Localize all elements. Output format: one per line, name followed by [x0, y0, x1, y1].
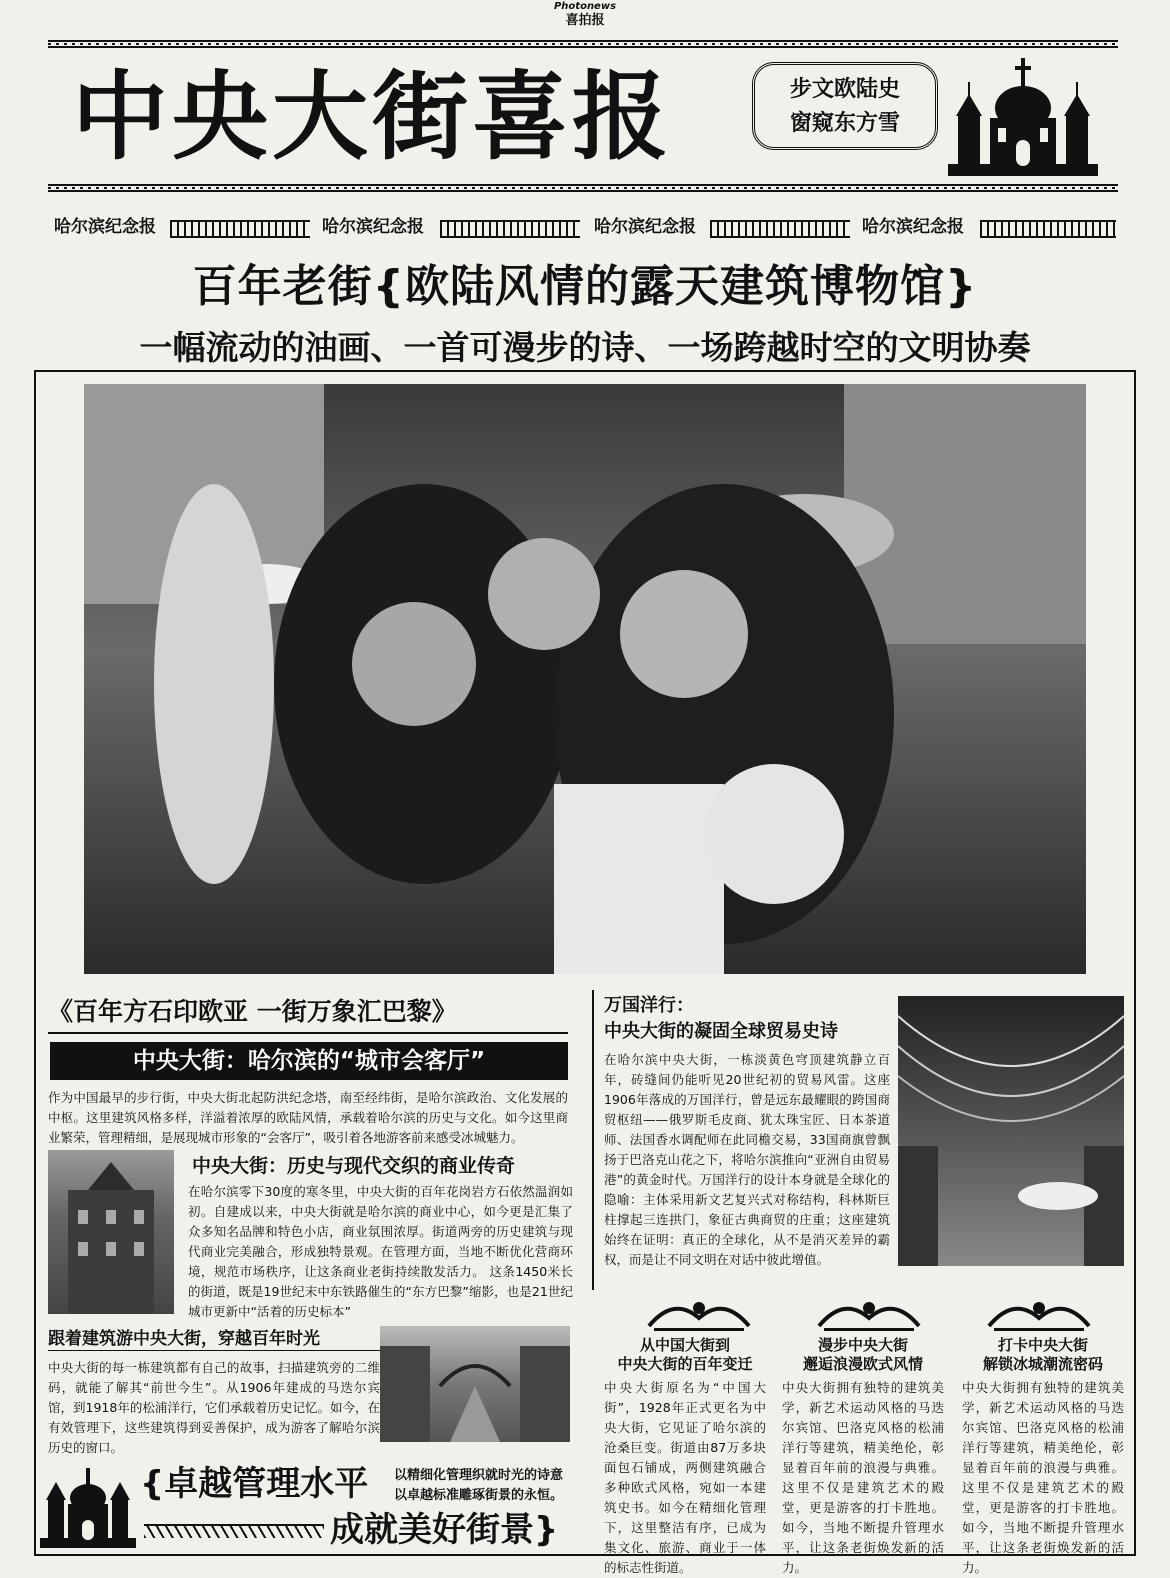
- col-2-title-1: 漫步中央大街: [817, 1336, 908, 1354]
- main-photo: [84, 384, 1086, 974]
- footer-big-2: 成就美好街景}: [330, 1510, 559, 1550]
- right-title-1: 万国洋行：: [604, 995, 694, 1016]
- headline: 百年老街{欧陆风情的露天建筑博物馆}: [192, 261, 978, 312]
- masthead-bottom-rule: [48, 184, 1118, 192]
- col-3-head: [962, 1336, 1124, 1374]
- masthead-title: 中央大街喜报: [72, 61, 672, 173]
- col-2-body: 中央大街拥有独特的建筑美学，新艺术运动风格的马迭尔宾馆、巴洛克风格的松浦洋行等建筑，精美绝伦，彰显着百年前的浪漫与典雅。这里不仅是建筑艺术的殿堂，更是游客的打卡胜地。如今，当地不断提升管理水平，让这条老街焕发新的活力。: [782, 1380, 944, 1575]
- left-building-photo: [48, 1150, 174, 1314]
- left-sub-body: 在哈尔滨零下30度的寒冬里，中央大街的百年花岗岩方石依然温润如初。自建成以来，中央大街就是哈尔滨的商业中心，如今更是汇集了众多知名品牌和特色小店，商业氛围浓厚。街道两旁的历史建筑与现代商业完美融合，形成独特景观。在管理方面，当地不断优化营商环境，规范市场秩序，让这条商业老街持续散发活力。 这条1450米长的街道，既是19世纪末中东铁路催生的“东方巴黎”缩影，也是21世纪城市更新中“活着的历史标本”: [188, 1184, 573, 1319]
- top-ornament-rule: [48, 40, 1118, 48]
- tag-ornament: [710, 220, 850, 238]
- footer-small-2: 以卓越标准雕琢街景的永恒。: [394, 1488, 564, 1503]
- column-divider: [592, 990, 594, 1290]
- tag-ornament: [440, 220, 580, 238]
- col-1-body: 中央大街原名为“中国大街”，1928年正式更名为中央大街，它见证了哈尔滨的沧桑巨变。街道由87万多块面包石铺成，两侧建筑融合多种欧式风格，宛如一本建筑史书。如今在精细化管理下，这里整洁有序，已成为集文化、旅游、商业于一体的标志性街道。: [604, 1380, 766, 1575]
- masthead-badge: [752, 62, 938, 150]
- col-1-head: [604, 1336, 766, 1374]
- crest-ornament-icon: [984, 1296, 1094, 1336]
- subhead: 一幅流动的油画、一首可漫步的诗、一场跨越时空的文明协奏: [139, 328, 1031, 367]
- brand-logo: [540, 0, 630, 28]
- col-3-body: 中央大街拥有独特的建筑美学，新艺术运动风格的马迭尔宾馆、巴洛克风格的松浦洋行等建筑，精美绝伦，彰显着百年前的浪漫与典雅。这里不仅是建筑艺术的殿堂，更是游客的打卡胜地。如今，当地不断提升管理水平，让这条老街焕发新的活力。: [962, 1380, 1124, 1575]
- tag-ornament: [980, 220, 1116, 238]
- brand-cn: 喜拍报: [565, 13, 605, 28]
- left-banner: 中央大街：哈尔滨的“城市会客厅”: [50, 1042, 568, 1080]
- crest-ornament-icon: [814, 1296, 924, 1336]
- church-icon: [40, 1460, 136, 1548]
- tag-label: 哈尔滨纪念报: [594, 217, 696, 237]
- left-street-photo: [380, 1326, 570, 1442]
- tag-row: [48, 208, 1118, 244]
- left-intro: 作为中国最早的步行街，中央大街北起防洪纪念塔，南至经纬街，是哈尔滨政治、文化发展的中枢。这里建筑风格多样，洋溢着浓厚的欧陆风情，承载着哈尔滨的历史与文化。如今这里商业繁荣，管理精细，是展现城市形象的“会客厅”，吸引着各地游客前来感受冰城魅力。: [48, 1090, 568, 1145]
- feature-columns: [604, 1296, 1124, 1575]
- badge-line-1: 步文欧陆史: [789, 77, 900, 102]
- footer-small-1: 以精细化管理织就时光的诗意: [394, 1468, 564, 1483]
- right-body: 在哈尔滨中央大街，一栋淡黄色穹顶建筑静立百年，砖缝间仍能听见20世纪初的贸易风雷。这座1906年落成的万国洋行，曾是远东最耀眼的跨国商贸枢纽——俄罗斯毛皮商、犹太珠宝匠、日本茶道师、法国香水调配师在此同檐交易，33国商旗曾飘扬于巴洛克山花之下，将哈尔滨推向“亚洲自由贸易港”的黄金时代。万国洋行的设计本身就是全球化的隐喻：主体采用新文艺复兴式对称结构，科林斯巨柱撑起三连拱门，象征古典商贸的庄重；这座建筑始终在证明：真正的全球化，从不是消灭差异的霸权，而是让不同文明在对话中彼此增值。: [604, 1052, 890, 1267]
- church-icon: [948, 56, 1098, 176]
- col-3-title-1: 打卡中央大街: [997, 1336, 1088, 1354]
- left-tour-title: 跟着建筑游中央大街，穿越百年时光: [48, 1329, 320, 1349]
- col-1-title-1: 从中国大街到: [639, 1336, 730, 1354]
- left-section-title: 《百年方石印欧亚 一街万象汇巴黎》: [48, 997, 457, 1026]
- lights-illustration: [898, 996, 1124, 1266]
- col-2-title-2: 邂逅浪漫欧式风情: [802, 1355, 923, 1373]
- col-3-title-2: 解锁冰城潮流密码: [982, 1355, 1103, 1373]
- crest-ornament-icon: [644, 1296, 754, 1336]
- brand-en: Photonews: [553, 1, 617, 12]
- col-1-title-2: 中央大街的百年变迁: [617, 1355, 753, 1373]
- tag-ornament: [170, 220, 310, 238]
- footer-big-1: {卓越管理水平: [140, 1464, 369, 1504]
- tag-label: 哈尔滨纪念报: [862, 217, 964, 237]
- left-title-rule: [48, 1032, 568, 1034]
- main-photo-illustration: [84, 384, 1086, 974]
- tour-title-rule: [48, 1350, 380, 1351]
- footer-vine-ornament: [144, 1524, 324, 1538]
- building-illustration: [48, 1150, 174, 1314]
- tag-label: 哈尔滨纪念报: [54, 217, 156, 237]
- badge-line-2: 窗窥东方雪: [789, 111, 900, 136]
- footer-small-group: [394, 1466, 584, 1506]
- street-illustration: [380, 1326, 570, 1442]
- tag-label: 哈尔滨纪念报: [322, 217, 424, 237]
- right-title-2: 中央大街的凝固全球贸易史诗: [604, 1021, 838, 1042]
- right-street-photo: [898, 996, 1124, 1266]
- col-2-head: [782, 1336, 944, 1374]
- left-sub-title: 中央大街：历史与现代交织的商业传奇: [192, 1155, 516, 1177]
- left-tour-body: 中央大街的每一栋建筑都有自己的故事，扫描建筑旁的二维码，就能了解其“前世今生”。从1906年建成的马迭尔宾馆，到1918年的松浦洋行，它们承载着历史记忆。如今，在有效管理下，这些建筑得到妥善保护，成为游客了解哈尔滨历史的窗口。: [48, 1360, 380, 1455]
